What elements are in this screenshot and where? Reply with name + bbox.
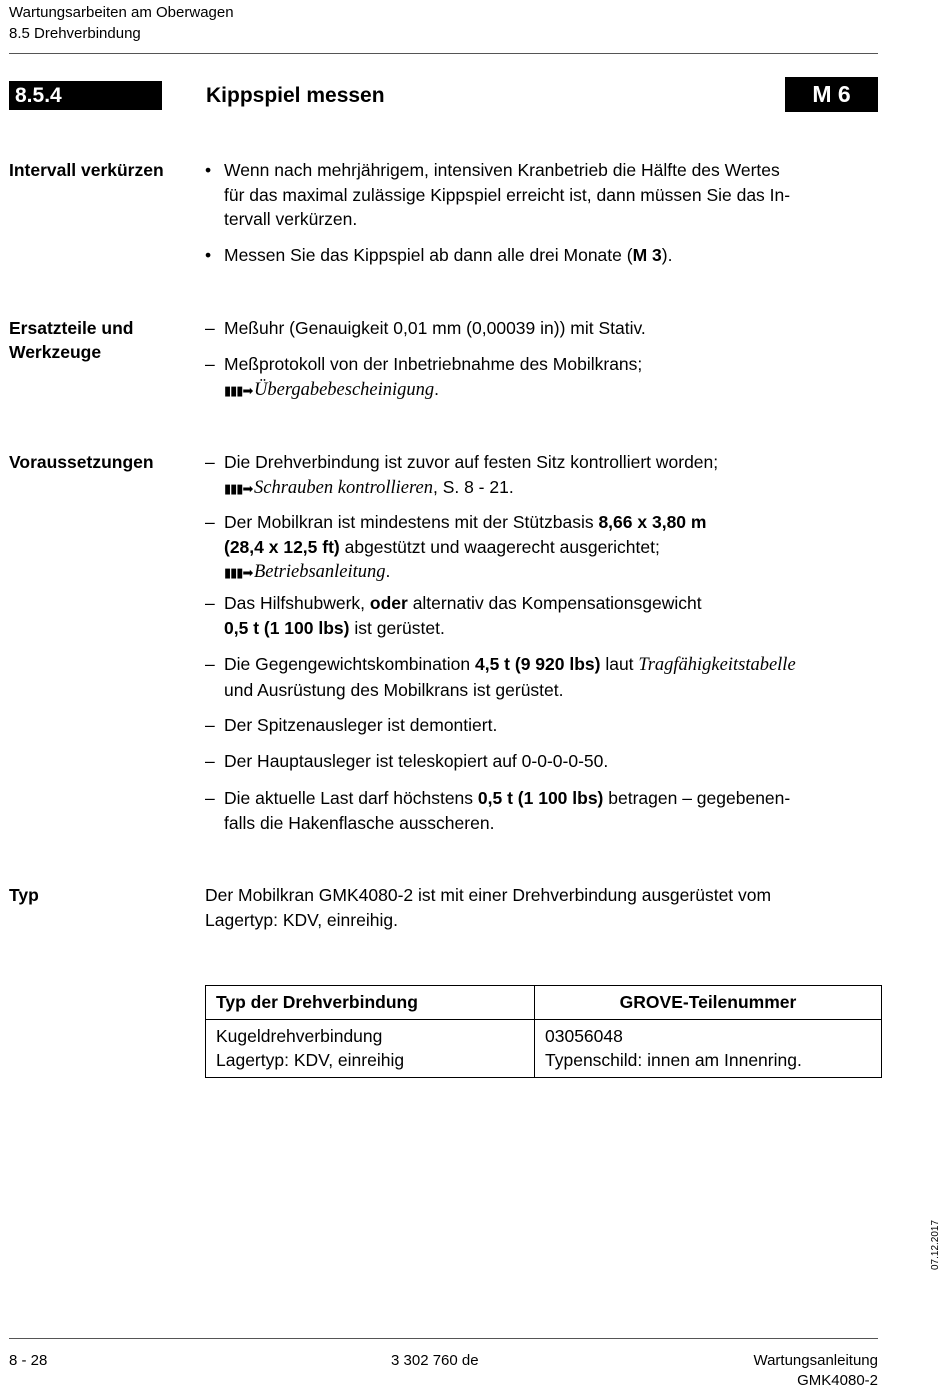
cross-reference-link[interactable]: Schrauben kontrollieren <box>254 477 433 498</box>
column-header-type: Typ der Drehverbindung <box>206 986 535 1020</box>
voraussetzung-item-5: Der Spitzenausleger ist demontiert. <box>224 715 498 735</box>
dash: – <box>205 751 215 771</box>
voraussetzung-item-7: Die aktuelle Last darf höchstens 0,5 t (1 100 lbs) betragen – gegebenen- falls die Hakenflasche ausscheren. <box>224 788 791 833</box>
parts-table <box>205 985 882 1078</box>
footer-manual-title: Wartungsanleitung GMK4080-2 <box>753 1352 878 1389</box>
header-chapter: Wartungsarbeiten am Oberwagen <box>9 4 234 21</box>
label-voraussetzungen: Voraussetzungen <box>9 452 154 472</box>
interval-code-badge: M 6 <box>785 77 878 112</box>
section-number: 8.5.4 <box>9 81 162 110</box>
dash: – <box>205 654 215 674</box>
dash: – <box>205 452 215 472</box>
dash: – <box>205 593 215 613</box>
cross-reference-link[interactable]: Tragfähigkeitstabelle <box>638 655 796 675</box>
intervall-item-2: Messen Sie das Kippspiel ab dann alle drei Monate (M 3). <box>224 245 673 265</box>
header-subchapter: 8.5 Drehverbindung <box>9 25 141 42</box>
side-date: 07.12.2017 <box>930 1219 941 1270</box>
section-title: Kippspiel messen <box>206 84 385 107</box>
voraussetzung-item-3: Das Hilfshubwerk, oder alternativ das Kompensationsgewicht 0,5 t (1 100 lbs) ist gerüstet. <box>224 593 702 638</box>
voraussetzung-item-1: Die Drehverbindung ist zuvor auf festen Sitz kontrolliert worden; ▮▮▮➡Schrauben kontrollieren, S. 8 - 21. <box>224 450 874 502</box>
cross-reference-arrow-icon: ▮▮▮➡ <box>224 383 253 399</box>
table-row <box>206 1019 882 1077</box>
dash: – <box>205 715 215 735</box>
footer-document-number: 3 302 760 de <box>391 1352 479 1369</box>
dash: – <box>205 354 215 374</box>
table-cell-part-number: 03056048 Typenschild: innen am Innenring. <box>535 1019 882 1077</box>
typ-description: Der Mobilkran GMK4080-2 ist mit einer Drehverbindung ausgerüstet vom Lagertyp: KDV, einreihig. <box>205 885 772 930</box>
dash: – <box>205 788 215 808</box>
cross-reference-arrow-icon: ▮▮▮➡ <box>224 481 253 497</box>
dash: – <box>205 318 215 338</box>
table-cell-type: Kugeldrehverbindung Lagertyp: KDV, einreihig <box>206 1019 535 1077</box>
label-ersatzteile: Ersatzteile und Werkzeuge <box>9 318 134 362</box>
table-header-row <box>206 986 882 1020</box>
ersatzteile-item-1: Meßuhr (Genauigkeit 0,01 mm (0,00039 in)) mit Stativ. <box>224 318 646 338</box>
cross-reference-arrow-icon: ▮▮▮➡ <box>224 566 253 581</box>
label-typ: Typ <box>9 885 39 905</box>
dash: – <box>205 512 215 532</box>
label-intervall: Intervall verkürzen <box>9 160 164 180</box>
ersatzteile-item-2: Meßprotokoll von der Inbetriebnahme des Mobilkrans; ▮▮▮➡Übergabebescheinigung. <box>224 352 874 404</box>
voraussetzung-item-2: Der Mobilkran ist mindestens mit der Stützbasis 8,66 x 3,80 m (28,4 x 12,5 ft) abgestützt und waagerecht ausgerichtet; ▮▮▮➡Betriebsanleitung. <box>224 510 874 587</box>
footer-rule <box>9 1338 878 1339</box>
voraussetzung-item-6: Der Hauptausleger ist teleskopiert auf 0-0-0-0-50. <box>224 751 609 771</box>
bullet-1: • <box>205 160 212 180</box>
header-rule <box>9 53 878 54</box>
column-header-part-number: GROVE-Teilenummer <box>535 986 882 1020</box>
bullet-2: • <box>205 245 212 265</box>
footer-page-number: 8 - 28 <box>9 1352 48 1369</box>
cross-reference-link[interactable]: Übergabebescheinigung <box>254 379 435 400</box>
cross-reference-link[interactable]: Betriebsanleitung <box>254 562 386 582</box>
voraussetzung-item-4: Die Gegengewichtskombination 4,5 t (9 920 lbs) laut Tragfähigkeitstabelle und Ausrüstung des Mobilkrans ist gerüstet. <box>224 654 796 700</box>
intervall-item-1: Wenn nach mehrjährigem, intensiven Kranbetrieb die Hälfte des Wertes für das maximal zulässige Kippspiel erreicht ist, dann müssen Sie das In- tervall verkürzen. <box>224 160 791 229</box>
